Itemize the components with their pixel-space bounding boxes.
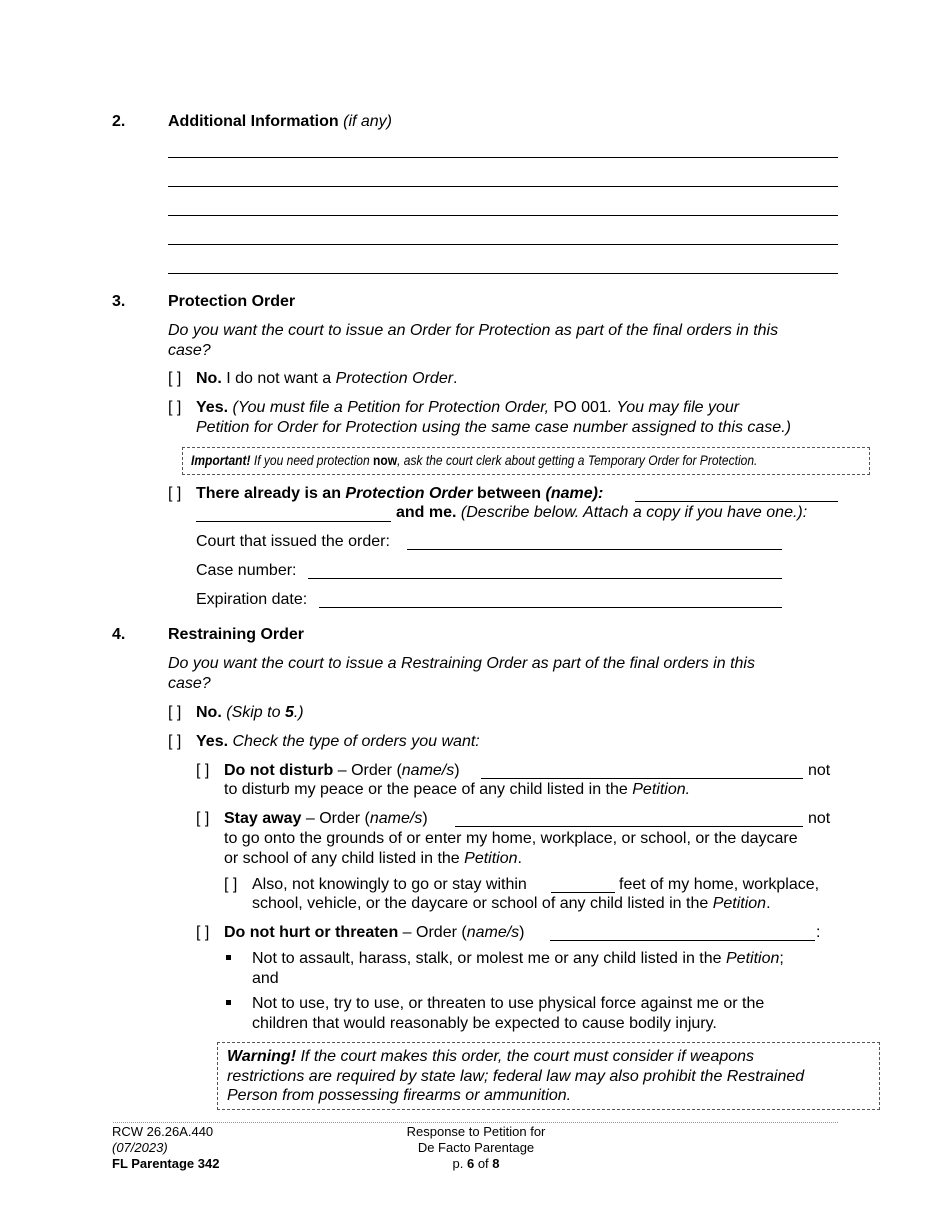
stay-away-label: Stay away [224,810,302,827]
do-not-disturb-line-2 [224,780,690,799]
protection-no-end: . [453,370,458,387]
existing-text-2: between [477,485,542,502]
footer-page-prefix: p. [452,1156,464,1171]
also-distance-petition: Petition [712,895,767,912]
also-distance-line-2 [252,894,771,913]
additional-info-line-2[interactable] [168,186,838,187]
bullet-1-semicolon: ; [779,950,784,967]
footer-page-of: of [477,1156,489,1171]
restraining-question-line-2: case? [168,675,211,692]
footer-page-total: 8 [492,1156,500,1171]
do-not-disturb-not: not [808,762,831,779]
existing-and-me: and me. [396,504,457,521]
section-3-number: 3. [112,293,126,310]
bullet-1-text: Not to assault, harass, stalk, or molest me or any child listed in the [252,950,722,967]
existing-text-1: There already is an [196,485,341,502]
protection-yes-line-2: Petition for Order for Protection using the same case number assigned to this case.) [196,419,791,436]
important-text-1: If you need protection [253,452,370,468]
warning-line-2: restrictions are required by state law; federal law may also prohibit the Restrained [227,1068,805,1085]
additional-info-line-5[interactable] [168,273,838,274]
additional-info-line-3[interactable] [168,215,838,216]
do-not-hurt-order: – Order ( [402,924,467,941]
do-not-disturb-petition: Petition [632,781,686,798]
also-distance-period: . [766,895,771,912]
existing-order-line-2 [396,503,807,522]
protection-no-label: No. [196,370,222,387]
stay-away-line-2: to go onto the grounds of or enter my home, workplace, or school, or the daycare [224,830,798,847]
bullet-1-petition: Petition [726,950,780,967]
restraining-yes-option [196,732,480,751]
protection-yes-option [196,398,739,417]
restraining-yes-label: Yes. [196,733,229,750]
do-not-disturb-period: . [685,781,691,798]
additional-info-line-1[interactable] [168,157,838,158]
footer-form-id: FL Parentage 342 [112,1156,220,1171]
protection-yes-checkbox[interactable]: [ ] [168,399,182,416]
restraining-no-label: No. [196,704,222,721]
do-not-hurt-name-field[interactable] [550,940,815,941]
case-number-field[interactable] [308,578,782,579]
stay-away-checkbox[interactable]: [ ] [196,810,210,827]
restraining-no-skip: (Skip to [226,704,281,721]
important-notice [191,451,757,470]
section-2-number: 2. [112,113,126,130]
protection-yes-label: Yes. [196,399,229,416]
bullet-icon [226,1000,231,1005]
do-not-hurt-checkbox[interactable]: [ ] [196,924,210,941]
restraining-yes-checkbox[interactable]: [ ] [168,733,182,750]
existing-order-name-field-1[interactable] [635,501,838,502]
protection-yes-form: PO 001 [553,399,608,416]
court-issued-field[interactable] [407,549,782,550]
protection-question-line-1: Do you want the court to issue an Order for Protection as part of the final orders in this [168,322,779,339]
existing-order-checkbox[interactable]: [ ] [168,485,182,502]
expiration-date-field[interactable] [319,607,782,608]
section-4-title: Restraining Order [168,626,305,643]
stay-away-paren: ) [422,810,428,827]
restraining-no-skip-num: 5 [284,704,294,721]
warning-text-1: If the court makes this order, the court must consider if weapons [300,1048,755,1065]
protection-yes-italic-2: . You may file your [607,399,740,416]
do-not-disturb-checkbox[interactable]: [ ] [196,762,210,779]
protection-question-line-2: case? [168,342,211,359]
stay-away-petition: Petition [464,850,518,867]
do-not-disturb-text: to disturb my peace or the peace of any child listed in the [224,781,628,798]
protection-no-checkbox[interactable]: [ ] [168,370,182,387]
stay-away-name-field[interactable] [455,826,803,827]
case-number-label: Case number: [196,562,297,579]
warning-label: Warning! [227,1048,297,1065]
stay-away-not: not [808,810,831,827]
expiration-date-label: Expiration date: [196,591,308,608]
restraining-no-skip-end: .) [293,704,304,721]
important-now: now [373,452,398,468]
stay-away-period: . [517,850,522,867]
footer-page-number [376,1156,576,1172]
stay-away-line-3 [224,849,522,868]
do-not-disturb-label: Do not disturb [224,762,334,779]
protection-no-italic: Protection Order [335,370,454,387]
additional-info-line-4[interactable] [168,244,838,245]
stay-away-line-1 [224,809,428,828]
existing-order-line-1 [196,484,603,503]
footer-date: (07/2023) [112,1140,168,1155]
warning-line-3: Person from possessing firearms or ammunition. [227,1087,572,1104]
footer-rcw: RCW 26.26A.440 [112,1124,214,1139]
do-not-hurt-paren: ) [519,924,525,941]
bullet-2-line-1: Not to use, try to use, or threaten to use physical force against me or the [252,995,765,1012]
also-distance-line-1b: feet of my home, workplace, [619,876,820,893]
important-label: Important! [191,452,251,468]
footer-divider [113,1122,838,1123]
do-not-disturb-name-field[interactable] [481,778,803,779]
protection-no-text: I do not want a [226,370,332,387]
section-4-number: 4. [112,626,126,643]
section-2-heading [168,112,392,131]
restraining-question-line-1: Do you want the court to issue a Restraining Order as part of the final orders in this [168,655,755,672]
stay-away-line-3-text: or school of any child listed in the [224,850,460,867]
important-text-2: , ask the court clerk about getting a Temporary Order for Protection. [397,452,758,468]
existing-order-name-field-2[interactable] [196,521,391,522]
footer-title-line-1: Response to Petition for [406,1124,546,1139]
section-3-title: Protection Order [168,293,296,310]
do-not-disturb-paren: ) [454,762,460,779]
existing-describe: (Describe below. Attach a copy if you have one.): [460,504,808,521]
stay-away-names: name/s [369,810,423,827]
footer-title-line-2: De Facto Parentage [417,1140,535,1155]
restraining-yes-text: Check the type of orders you want: [232,733,480,750]
do-not-disturb-names: name/s [401,762,455,779]
also-distance-line-1a: Also, not knowingly to go or stay within [252,876,527,893]
bullet-2-line-2: children that would reasonably be expected to cause bodily injury. [252,1015,717,1032]
bullet-1-line-2: and [252,970,279,987]
protection-yes-italic-1: (You must file a Petition for Protection Order, [232,399,550,416]
section-2-note: (if any) [343,113,393,130]
protection-no-option [196,369,458,388]
do-not-disturb-line-1 [224,761,460,780]
court-issued-label: Court that issued the order: [196,533,390,550]
warning-line-1 [227,1047,754,1066]
footer-page-num: 6 [466,1156,475,1171]
restraining-no-option [196,703,304,722]
also-distance-line-2-text: school, vehicle, or the daycare or school of any child listed in the [252,895,709,912]
bullet-1-line-1 [252,949,784,968]
do-not-hurt-colon: : [816,924,821,941]
stay-away-order: – Order ( [305,810,370,827]
do-not-hurt-label: Do not hurt or threaten [224,924,399,941]
do-not-hurt-line-1 [224,923,524,942]
bullet-icon [226,955,231,960]
section-2-title: Additional Information [168,113,339,130]
do-not-disturb-order: – Order ( [337,762,402,779]
existing-italic: Protection Order [345,485,473,502]
existing-name-label: (name): [545,485,604,502]
do-not-hurt-names: name/s [466,924,520,941]
also-distance-feet-field[interactable] [551,892,615,893]
restraining-no-checkbox[interactable]: [ ] [168,704,182,721]
also-distance-checkbox[interactable]: [ ] [224,876,238,893]
